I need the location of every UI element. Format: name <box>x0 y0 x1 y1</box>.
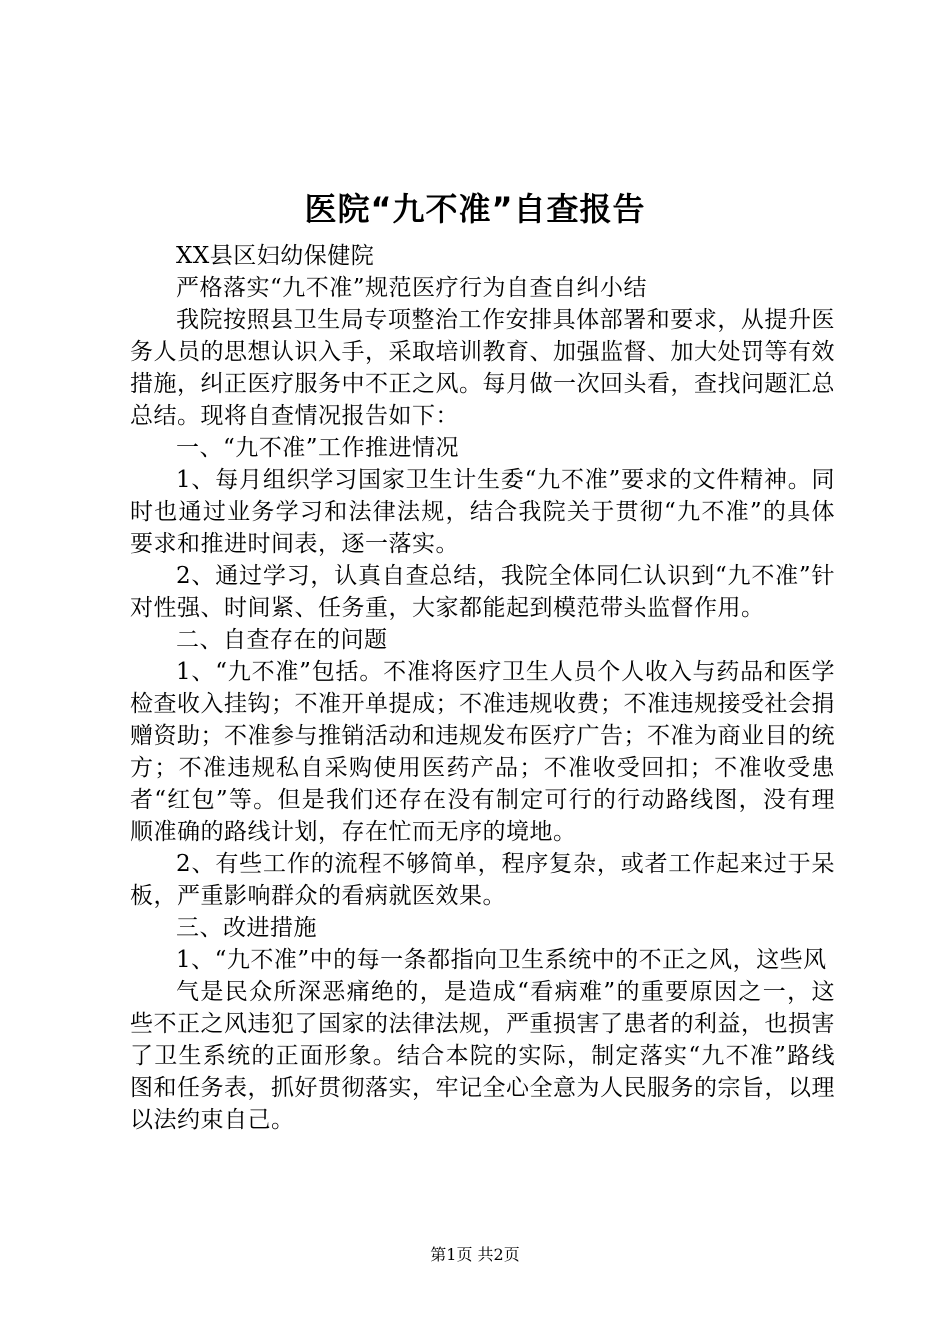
paragraph-organization: XX县区妇幼保健院 <box>176 243 375 269</box>
paragraph-section2-item2: 2、有些工作的流程不够简单，程序复杂，或者工作起来过于呆板，严重影响群众的看病就医效果。 <box>130 851 835 909</box>
page-number-footer: 第1页 共2页 <box>430 1245 520 1264</box>
paragraph-intro: 我院按照县卫生局专项整治工作安排具体部署和要求，从提升医务人员的思想认识入手，采取培训教育、加强监督、加大处罚等有效措施，纠正医疗服务中不正之风。每月做一次回头看，查找问题汇总总结。现将自查情况报告如下： <box>130 307 835 429</box>
paragraph-section1-item1: 1、每月组织学习国家卫生计生委“九不准”要求的文件精神。同时也通过业务学习和法律法规，结合我院关于贯彻“九不准”的具体要求和推进时间表，逐一落实。 <box>130 467 835 557</box>
section-heading-1: 一、“九不准”工作推进情况 <box>176 435 460 461</box>
paragraph-subtitle: 严格落实“九不准”规范医疗行为自查自纠小结 <box>176 275 648 301</box>
paragraph-section2-item1: 1、“九不准”包括。不准将医疗卫生人员个人收入与药品和医学检查收入挂钩；不准开单提成；不准违规收费；不准违规接受社会捐赠资助；不准参与推销活动和违规发布医疗广告；不准为商业目的统方；不准违规私自采购使用医药产品；不准收受回扣；不准收受患者“红包”等。但是我们还存在没有制定可行的行动路线图，没有理顺准确的路线计划，存在忙而无序的境地。 <box>130 659 835 845</box>
paragraph-section1-item2: 2、通过学习，认真自查总结，我院全体同仁认识到“九不准”针对性强、时间紧、任务重，大家都能起到模范带头监督作用。 <box>130 563 835 621</box>
paragraph-section3-continued: 气是民众所深恶痛绝的，是造成“看病难”的重要原因之一，这些不正之风违犯了国家的法律法规，严重损害了患者的利益，也损害了卫生系统的正面形象。结合本院的实际，制定落实“九不准”路线图和任务表，抓好贯彻落实，牢记全心全意为人民服务的宗旨，以理以法约束自己。 <box>130 979 835 1133</box>
section-heading-3: 三、改进措施 <box>176 915 317 941</box>
paragraph-section3-item1: 1、“九不准”中的每一条都指向卫生系统中的不正之风，这些风 <box>176 947 827 973</box>
section-heading-2: 二、自查存在的问题 <box>176 627 388 653</box>
document-title: 医院“九不准”自查报告 <box>304 190 646 228</box>
document-body <box>130 240 835 1136</box>
